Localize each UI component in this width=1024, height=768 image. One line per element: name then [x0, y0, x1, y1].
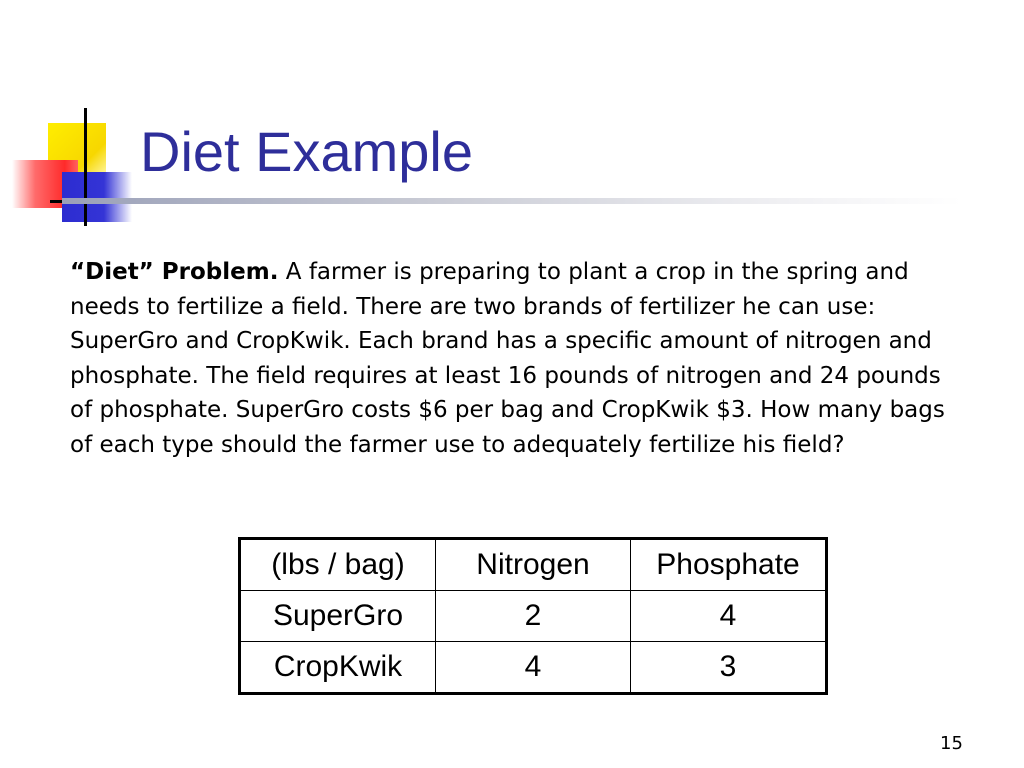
title-underline — [62, 198, 962, 204]
table-header-row — [240, 539, 827, 591]
problem-description — [70, 255, 970, 462]
table-cell: CropKwik — [240, 642, 436, 694]
table-cell: 4 — [631, 591, 827, 642]
table-row — [240, 642, 827, 694]
problem-lead: “Diet” Problem. — [70, 259, 279, 285]
table-cell: 4 — [436, 642, 631, 694]
table-cell: SuperGro — [240, 591, 436, 642]
table-cell: 3 — [631, 642, 827, 694]
fertilizer-table — [238, 537, 828, 695]
slide-logo-decoration — [0, 0, 140, 240]
slide-title: Diet Example — [140, 120, 474, 183]
problem-text: A farmer is preparing to plant a crop in the spring and needs to fertilize a field. There are two brands of fertilizer he can use: SuperGro and CropKwik. Each brand has a specific amount of nitrogen and phosphate. The field requires at least 16 pounds of nitrogen and 24 pounds of phosphate. SuperGro costs $6 per bag and CropKwik $3. How many bags of each type should the farmer use to adequately fertilize his field? — [70, 259, 945, 458]
table-header-cell: Phosphate — [631, 539, 827, 591]
table-row — [240, 591, 827, 642]
logo-blue-square — [62, 172, 132, 222]
logo-vertical-line — [84, 108, 87, 226]
page-number: 15 — [940, 733, 963, 754]
table-header-cell: Nitrogen — [436, 539, 631, 591]
table-cell: 2 — [436, 591, 631, 642]
table-header-cell: (lbs / bag) — [240, 539, 436, 591]
